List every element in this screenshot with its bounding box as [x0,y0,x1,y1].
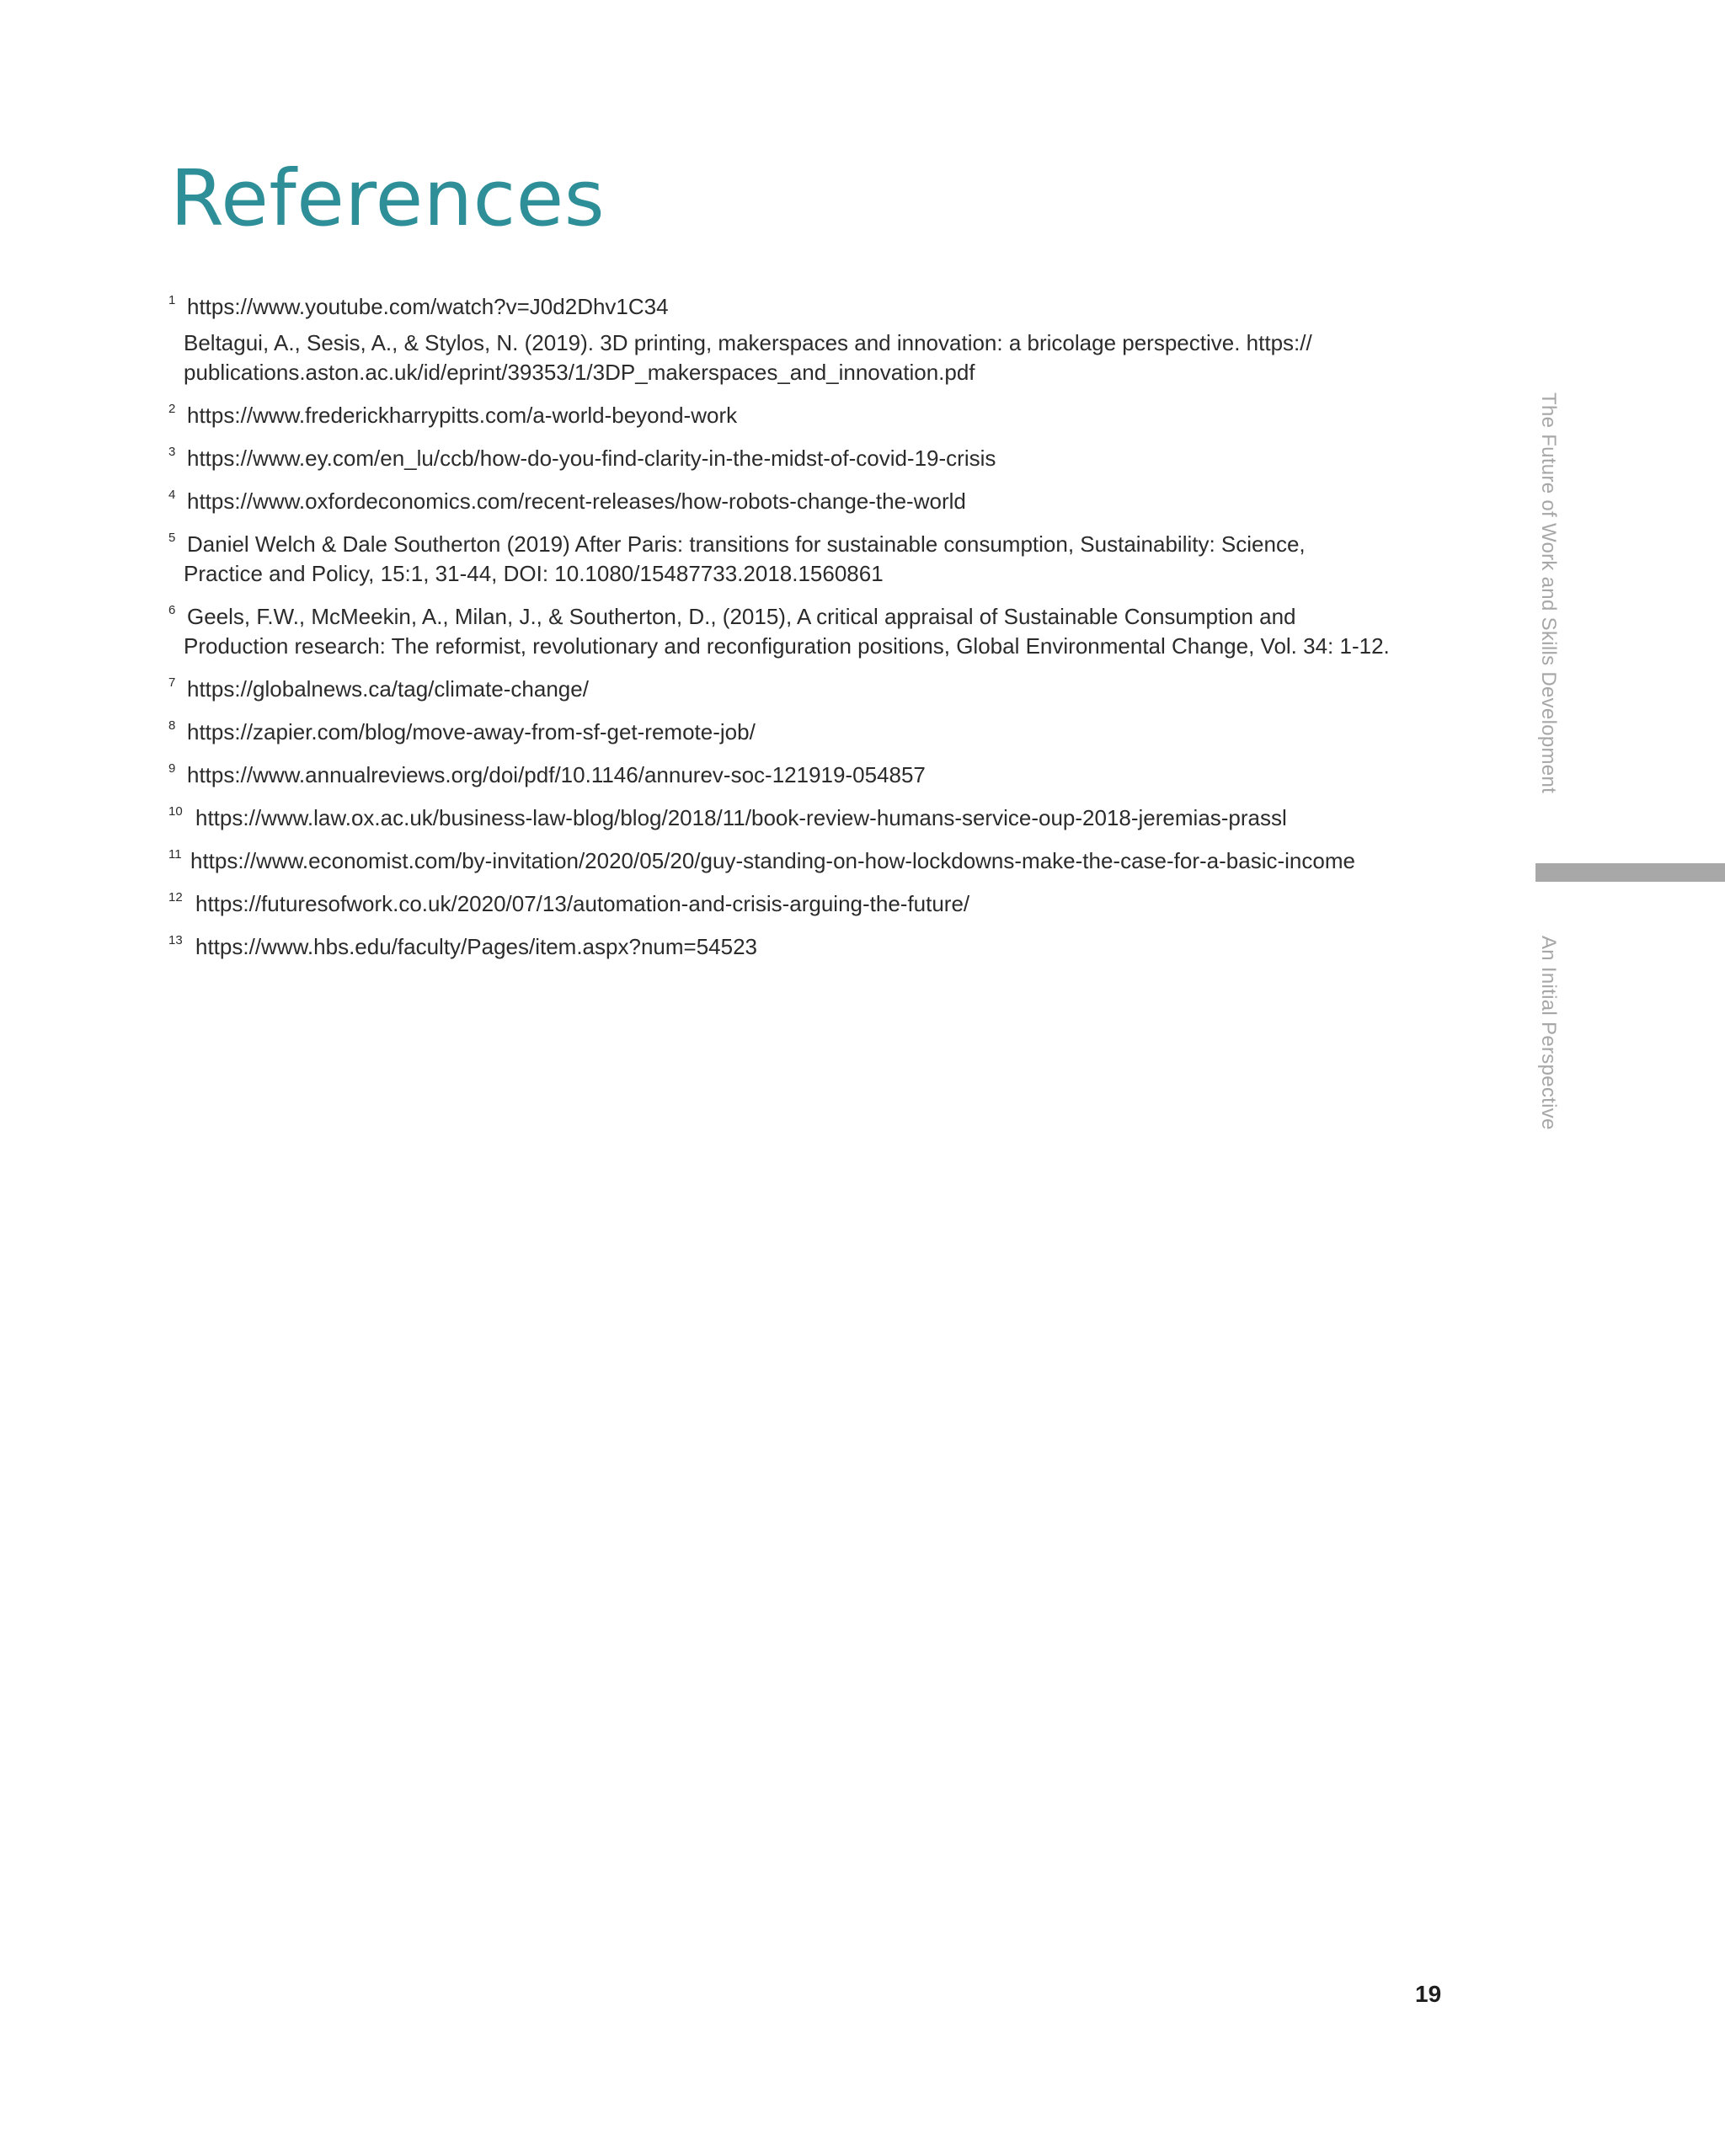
reference-citation-line: Geels, F.W., McMeekin, A., Milan, J., & Southerton, D., (2015), A critical appraisal of Sustainable Consumption and [187,604,1296,629]
reference-number: 2 [168,402,176,416]
reference-citation-line: Daniel Welch & Dale Southerton (2019) After Paris: transitions for sustainable consumption, Sustainability: Science, [187,531,1306,557]
reference-number: 7 [168,675,176,690]
reference-link[interactable]: https://zapier.com/blog/move-away-from-sf-get-remote-job/ [187,719,756,744]
reference-citation-line: Beltagui, A., Sesis, A., & Stylos, N. (2019). 3D printing, makerspaces and innovation: a bricolage perspective. https:// [184,330,1312,355]
reference-item-12 [168,889,1482,919]
reference-number: 3 [168,445,176,459]
reference-link[interactable]: https://www.ey.com/en_lu/ccb/how-do-you-find-clarity-in-the-midst-of-covid-19-crisis [187,446,996,471]
reference-number: 12 [168,890,183,905]
reference-link[interactable]: https://www.annualreviews.org/doi/pdf/10.1146/annurev-soc-121919-054857 [187,762,926,787]
reference-number: 1 [168,293,176,307]
reference-citation-line: Production research: The reformist, revolutionary and reconfiguration positions, Global Environmental Change, Vol. 34: 1-12. [184,633,1390,659]
reference-number: 9 [168,761,176,776]
reference-item-1 [168,292,1482,387]
page-title: References [170,153,606,243]
reference-number: 10 [168,804,183,819]
reference-item-2 [168,401,1482,430]
reference-number: 8 [168,718,176,733]
reference-link[interactable]: https://www.economist.com/by-invitation/2020/05/20/guy-standing-on-how-lockdowns-make-the-case-for-a-basic-income [190,848,1355,873]
reference-item-5 [168,530,1482,589]
reference-item-9 [168,760,1482,790]
reference-link[interactable]: https://www.oxfordeconomics.com/recent-releases/how-robots-change-the-world [187,488,966,514]
reference-number: 13 [168,933,183,947]
reference-item-4 [168,487,1482,516]
reference-number: 6 [168,603,176,617]
reference-item-10 [168,803,1482,833]
side-running-title: The Future of Work and Skills Development [1537,392,1560,794]
reference-link[interactable]: https://www.frederickharrypitts.com/a-world-beyond-work [187,403,738,428]
reference-number: 11 [168,847,182,862]
page-number: 19 [1415,1981,1442,2007]
reference-item-6 [168,602,1482,661]
reference-link[interactable]: https://futuresofwork.co.uk/2020/07/13/automation-and-crisis-arguing-the-future/ [195,891,970,916]
reference-link[interactable]: https://www.hbs.edu/faculty/Pages/item.aspx?num=54523 [195,934,757,959]
reference-list [168,292,1482,975]
reference-number: 5 [168,531,176,545]
reference-link[interactable]: https://www.law.ox.ac.uk/business-law-blog/blog/2018/11/book-review-humans-service-oup-2018-jeremias-prassl [195,805,1287,830]
side-running-subtitle: An Initial Perspective [1537,936,1560,1130]
reference-number: 4 [168,488,176,502]
reference-item-8 [168,718,1482,747]
reference-item-13 [168,932,1482,962]
reference-link[interactable]: https://globalnews.ca/tag/climate-change/ [187,676,589,702]
reference-item-11 [168,846,1482,876]
reference-citation-line: Practice and Policy, 15:1, 31-44, DOI: 10.1080/15487733.2018.1560861 [184,561,884,586]
side-tab-bar [1535,863,1725,882]
reference-item-3 [168,444,1482,473]
reference-citation-line[interactable]: publications.aston.ac.uk/id/eprint/39353/1/3DP_makerspaces_and_innovation.pdf [184,360,975,385]
reference-link[interactable]: https://www.youtube.com/watch?v=J0d2Dhv1C34 [187,294,669,319]
reference-item-7 [168,675,1482,704]
